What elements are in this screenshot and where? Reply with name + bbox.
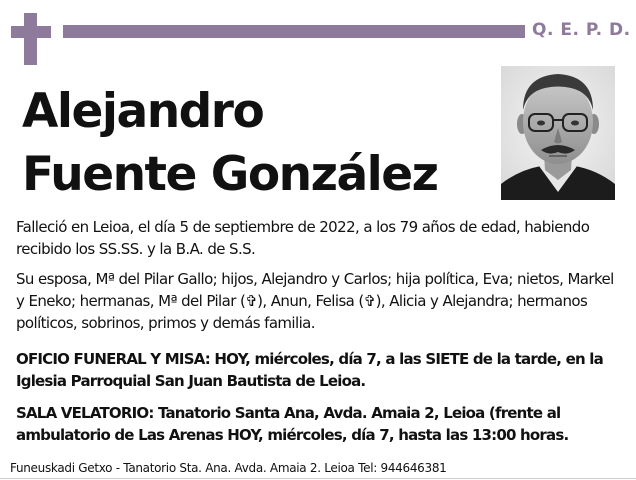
header-divider-bar (63, 25, 525, 38)
footer-divider (0, 478, 636, 479)
wake-room-paragraph: SALA VELATORIO: Tanatorio Santa Ana, Avda. Amaia 2, Leioa (frente al ambulatorio de Las Arenas HOY, miércoles, día 7, hasta las 13:00 horas. (16, 404, 569, 444)
qepd-label: Q. E. P. D. (532, 20, 631, 40)
deceased-first-name: Alejandro (22, 84, 264, 139)
family-paragraph: Su esposa, Mª del Pilar Gallo; hijos, Alejandro y Carlos; hija política, Eva; nietos, Markel y Eneko; hermanas, Mª del Pilar (✞), Anun, Felisa (✞), Alicia y Alejandra; hermanos políticos, sobrinos, primos y demás familia. (16, 270, 614, 332)
funeral-home-footer: Funeuskadi Getxo - Tanatorio Sta. Ana. Avda. Amaia 2. Leioa Tel: 944646381 (10, 461, 447, 475)
cross-icon (11, 13, 51, 65)
deceased-surnames: Fuente González (22, 147, 438, 202)
portrait-photo (501, 66, 615, 200)
funeral-mass-paragraph: OFICIO FUNERAL Y MISA: HOY, miércoles, día 7, a las SIETE de la tarde, en la Iglesia Parroquial San Juan Bautista de Leioa. (16, 350, 603, 390)
death-notice-paragraph: Falleció en Leioa, el día 5 de septiembre de 2022, a los 79 años de edad, habiendo recibido los SS.SS. y la B.A. de S.S. (16, 218, 590, 258)
